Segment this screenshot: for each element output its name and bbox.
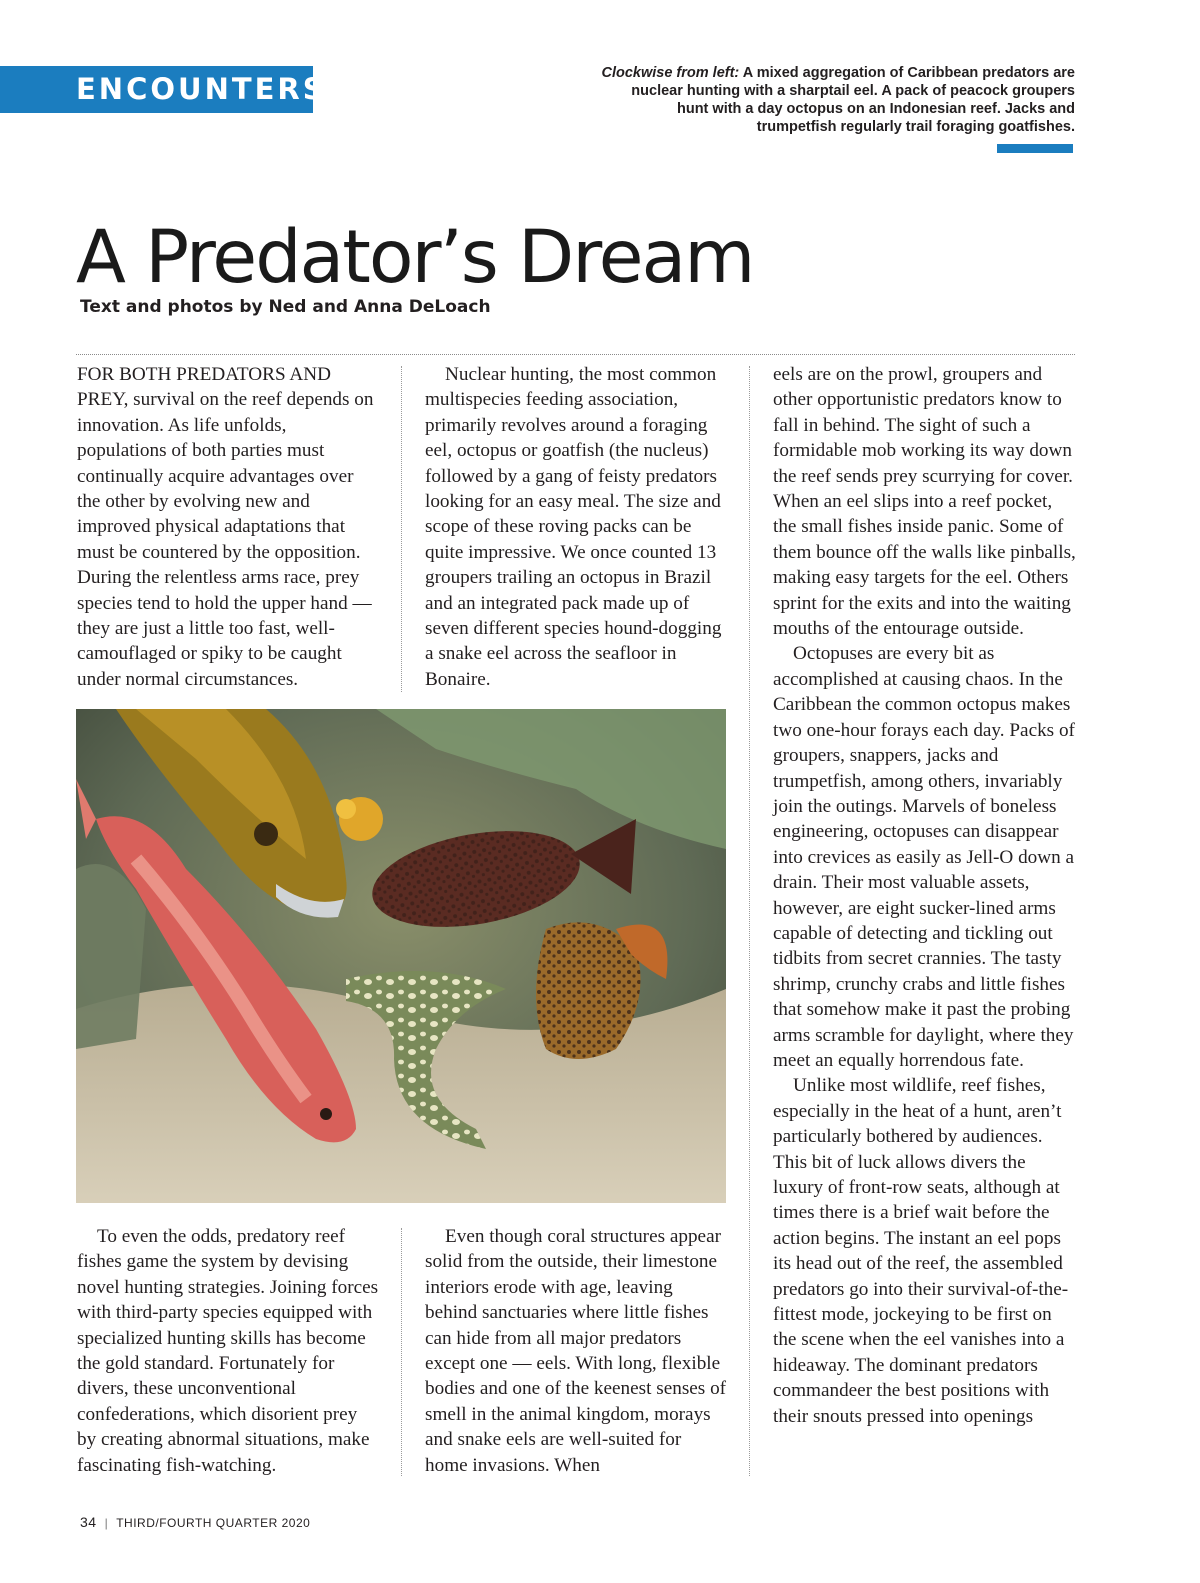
article-column-4 [77,1224,379,1478]
article-column-2 [425,362,727,692]
byline: Text and photos by Ned and Anna DeLoach [80,297,491,317]
article-column-3 [773,362,1078,1429]
paragraph-audiences: Unlike most wildlife, reef fishes, especially in the heat of a hunt, aren’t particularly bothered by audiences. This bit of luck allows divers the luxury of front-row seats, although at times there is a brief wait before the action begins. The instant an eel pops its head out of the reef, the assembled predators go into their survival-of-the-fittest mode, jockeying to be first on the scene when the eel vanishes into a hideaway. The dominant predators commandeer the best positions with their snouts pressed into openings [773,1075,1069,1427]
reef-predators-photo [76,709,726,1203]
caption-accent-bar [997,144,1073,153]
photo-caption [600,64,1075,136]
fish-illustration [76,709,726,1203]
issue-label: THIRD/FOURTH QUARTER 2020 [116,1516,311,1530]
footer-separator: | [104,1516,109,1530]
caption-text: A mixed aggregation of Caribbean predators are nuclear hunting with a sharptail eel. A pack of peacock groupers hunt with a day octopus on an Indonesian reef. Jacks and trumpetfish regularly trail foraging goatfishes. [631,65,1075,135]
column-divider [749,366,750,1476]
paragraph-nuclear-hunting: Nuclear hunting, the most common multispecies feeding association, primarily revolves around a foraging eel, octopus or goatfish (the nucleus) followed by a gang of feisty predators looking for an easy meal. The size and scope of these roving packs can be quite impressive. We once counted 13 groupers trailing an octopus in Brazil and an integrated pack made up of seven different species hound-dogging a snake eel across the seafloor in Bonaire. [425,364,722,690]
column-divider [401,366,402,692]
paragraph-eels: eels are on the prowl, groupers and other opportunistic predators know to fall in behind. The sight of such a formidable mob working its way down the reef sends prey scurrying for cover. When an eel slips into a reef pocket, the small fishes inside panic. Some of them bounce off the walls like pinballs, making easy targets for the eel. Others sprint for the exits and into the waiting mouths of the entourage outside. [773,364,1076,640]
article-column-1 [77,362,379,692]
section-label: ENCOUNTERS [0,66,313,113]
paragraph-coral: Even though coral structures appear solid from the outside, their limestone interiors erode with age, leaving behind sanctuaries where little fishes can hide from all major predators except one — eels. With long, flexible bodies and one of the keenest senses of smell in the animal kingdom, morays and snake eels are well-suited for home invasions. When [425,1226,727,1476]
page-footer [80,1514,310,1530]
article-column-5 [425,1224,727,1478]
paragraph-octopuses: Octopuses are every bit as accomplished at causing chaos. In the Caribbean the common octopus makes two one-hour forays each day. Packs of groupers, snappers, jacks and trumpetfish, among others, invariably join the outings. Marvels of boneless engineering, octopuses can disappear into crevices as easily as Jell-O down a drain. Their most valuable assets, however, are eight sucker-lined arms capable of detecting and tickling out tidbits from secret crannies. The tasty shrimp, crunchy crabs and little fishes that somehow make it past the probing arms scramble for daylight, where they meet an equally horrendous fate. [773,643,1075,1071]
paragraph-intro: FOR BOTH PREDATORS AND PREY, survival on the reef depends on innovation. As life unfolds, populations of both parties must continually acquire advantages over the other by evolving new and improved physical adaptations that must be countered by the opposition. During the relentless arms race, prey species tend to hold the upper hand — they are just a little too fast, well-camouflaged or spiky to be caught under normal circumstances. [77,364,374,690]
header-divider [76,354,1075,355]
page-number: 34 [80,1514,97,1530]
column-divider [401,1228,402,1476]
article-title: A Predator’s Dream [76,215,754,300]
paragraph-odds: To even the odds, predatory reef fishes game the system by devising novel hunting strategies. Joining forces with third-party species equipped with specialized hunting skills has become the gold standard. Fortunately for divers, these unconventional confederations, which disorient prey by creating abnormal situations, make fascinating fish-watching. [77,1226,379,1476]
caption-lead: Clockwise from left: [601,65,740,81]
